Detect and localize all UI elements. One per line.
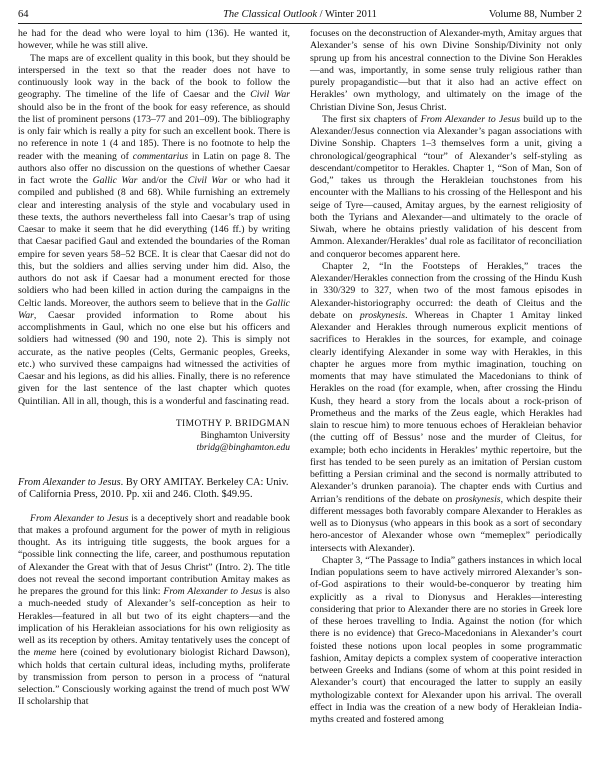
text-run: , Caesar provided information to Rome about his accomplishments in Gaul, which no one else but his officers and soldiers had witnessed (90 and 190, note 2). This is simply not accurate, as the native peoples (Celts, Germanic peoples, Greeks, etc.) who survived these campaigns had witnessed the activities of Caesar and his legions, as did his allies. Finally, there is no reference given for the last sentence of the last chapter which quotes Quintilian. All in all, though, this is a wonderful and fascinating read. bbox=[18, 309, 290, 407]
paragraph: he had for the dead who were loyal to him (136). He wanted it, however, while he was still alive. bbox=[18, 28, 290, 52]
italic-title: Civil War bbox=[187, 175, 228, 186]
text-run: , which despite their different messages both favorably compare Alexander to Herakles as well as to Dionysus (who appears in this book as a sort of secondary hero-ancestor of Alexander whose own “memeplex” periodically intersects with Alexander). bbox=[310, 493, 583, 554]
italic-term: proskynesis bbox=[359, 309, 406, 321]
text-run: . Whereas in Chapter 1 Amitay linked Alexander and Herakles through numerous explicit mentions of sacrifices to Herakles in the sources, for example, and coinage clearly identifying Alexander in some way with Herakles, in this chapter he argues more from mythic imagination, touching on moments that may have stimulated the Macedonians to think of Herakles on the road (for example, when, after crossing the Hindu Kush, they heard a story from the locals about a rock-prison of Prometheus and the marks of the Zeus eagle, which Herakles had slain to rescue him) to more tenuous echoes of Herakleian behavior (the cutting off of Bessus’ nose and the murder of Cleitus, for example; both echo incidents in Herakles’ mythic repertoire, but the first has tended to be seen purely as an imitation of Persian custom befitting a Persian criminal and the second is normally attributed to Alexander’s drunken paranoia). The chapter ends with Curtius and Arrian’s renditions of the debate on bbox=[310, 309, 582, 505]
italic-term: meme bbox=[33, 647, 57, 659]
left-column bbox=[18, 28, 290, 709]
text-run: Chapter 2, “In the Footsteps of Herakles,” traces the Alexander/Herakles connection from the crossing of the Hindu Kush in 330/329 to 327, when two of the most famous episodes in Alexander-historiography occurred: the death of Cleitus and the debate on bbox=[310, 260, 582, 321]
volume-number: Volume 88, Number 2 bbox=[488, 9, 582, 20]
italic-title: Civil War bbox=[250, 89, 290, 101]
reviewer-institution: Binghamton University bbox=[200, 431, 290, 441]
italic-title: Gallic War bbox=[18, 297, 290, 321]
text-run: or who had it compiled and published (8 and 68). While furnishing an extremely clear and interesting analysis of the style and vocabulary used in these texts, the authors nevertheless fall into Caesar’s trap of using Caesar to make it seem that he did everything (146 ff.) by writing that Caesar pacified Gaul and extended the boundaries of the Roman empire for seven years 58–52 BCE. It is clear that Caesar did not do this, but the soldiers and allies serving under him did. Also, the authors do not ask if Caesar had a monument erected for those soldiers who had been killed in action during the campaigns in the Celtic lands. Moreover, the authors seem to believe that in the bbox=[18, 175, 290, 309]
reviewer-signature bbox=[18, 418, 290, 455]
text-run: should also be in the front of the book for easy reference, as should the list of prominent persons (173–77 and 201–09). The bibliography is only fair which is really a pity for such an excellent book. There is no reference in note 1 (4 and 185). There is no footnote to help the reader with the meaning of bbox=[18, 101, 290, 162]
page-number: 64 bbox=[18, 9, 29, 20]
paragraph: focuses on the deconstruction of Alexander-myth, Amitay argues that Alexander’s sense of his own Divine Sonship/Divinity not only sprung up from his ancestral connection to the Divine Son Herakles—and was, importantly, in some sense truly religious rather than purely propagandistic—but that it also had an active effect on Herakles’ own mythology, and ultimately on the image of the Christian Divine Son, Jesus Christ. bbox=[310, 28, 582, 113]
text-run: The maps are of excellent quality in this book, but they should be interspersed in the text so that the reader does not have to continuously look way in the back of the book to follow the geography. The timeline of the life of Caesar and the bbox=[18, 52, 290, 101]
journal-name: The Classical Outlook bbox=[223, 9, 317, 20]
review-heading bbox=[18, 477, 290, 502]
journal-issue: / Winter 2011 bbox=[316, 9, 377, 20]
italic-title: From Alexander to Jesus bbox=[420, 113, 521, 125]
text-run: build up to the Alexander/Jesus connection via Alexander’s pagan associations with Divine Sonship. Chapters 1–3 themselves form a unit, giving a chronological/geographical “tour” of Alexander’s self-styling as descendant/competitor to Herakles. Chapter 1, “Son of Man, Son of God,” takes us through the Herakleian touchstones from his encounter with the Mallians to his crossing of the Hellespont and his seige of Tyre—caused, Amitay argues, by the earnest religiosity of both the Tyrians and Alexander—and ultimately to the oracle of Siwah, where he obtains priestly validation of his descent from Ammon. Alexander/Herakles’ dual role as facilitator of reconciliation and conqueror becomes apparent here. bbox=[310, 113, 582, 260]
reviewer-email: tbridg@binghamton.edu bbox=[196, 443, 290, 454]
paragraph bbox=[18, 513, 290, 709]
text-run: here (coined by evolutionary biologist Richard Dawson), which holds that certain cultural ideas, including myths, proliferate by transmission from person to person in a process of “natural selection.” Consciously working against the trend of much post WW II scholarship that bbox=[18, 647, 290, 708]
text-run: is a deceptively short and readable book that makes a profound argument for the power of myth in religious thought. As its intriguing title suggests, the book argues for a “possible link connecting the life, career, and posthumous reputation of Alexander the Great with that of Jesus Christ” (Intro. 2). The title does not reveal the second important contribution Amitay makes as he prepares the ground for this link: bbox=[18, 512, 290, 597]
right-column bbox=[310, 28, 582, 726]
text-run: in Latin on page 8. The authors also offer no discussion on the questions of whether Caesar in fact wrote the bbox=[18, 150, 290, 186]
book-details: . By ORY AMITAY. Berkeley CA: Univ. of California Press, 2010. Pp. xii and 246. Cloth. $49.95. bbox=[18, 476, 289, 500]
text-run: and/or the bbox=[137, 175, 188, 186]
paragraph bbox=[310, 261, 582, 555]
italic-title: From Alexander to Jesus bbox=[163, 586, 262, 597]
italic-term: proskynesis bbox=[455, 493, 501, 505]
paragraph bbox=[310, 114, 582, 261]
italic-title: Gallic War bbox=[92, 175, 138, 186]
book-title: From Alexander to Jesus bbox=[18, 476, 121, 488]
italic-title: From Alexander to Jesus bbox=[30, 512, 129, 524]
italic-term: commentarius bbox=[132, 150, 189, 162]
paragraph: Chapter 3, “The Passage to India” gathers instances in which local Indian populations seem to have actively mirrored Alexander’s son-of-God aspirations to their would-be-conqueror by treating him explicitly as a rival to Dionysus and Herakles—interesting considering that prior to Alexander there are no stories in Greek lore of these heroes travelling to India. Against the notion (for which there is no evidence) that Greco-Macedonians in Alexander’s court foisted these notions upon local peoples in some programmatic fashion, Amitay depicts a complex system of cooperative interaction between Greeks and Indians (some of whom at this point resided in Alexander’s court) that encouraged the latter to supply an easily mythologizable context for Alexander upon his arrival. The overall effect in India was the creation of a new body of Herakleian India-myths created and fostered among bbox=[310, 554, 582, 725]
reviewer-name: TIMOTHY P. BRIDGMAN bbox=[175, 418, 290, 429]
text-run: is also a much-needed study of Alexander’s self-conception as heir to Herakles—featured in all but two of its eight chapters—and the implication of his Herakleian associations for his own religiosity as well as its reception by others. Amitay tentatively uses the concept of the bbox=[18, 586, 290, 659]
text-run: The first six chapters of bbox=[322, 113, 421, 125]
running-header bbox=[18, 7, 582, 24]
paragraph bbox=[18, 53, 290, 408]
